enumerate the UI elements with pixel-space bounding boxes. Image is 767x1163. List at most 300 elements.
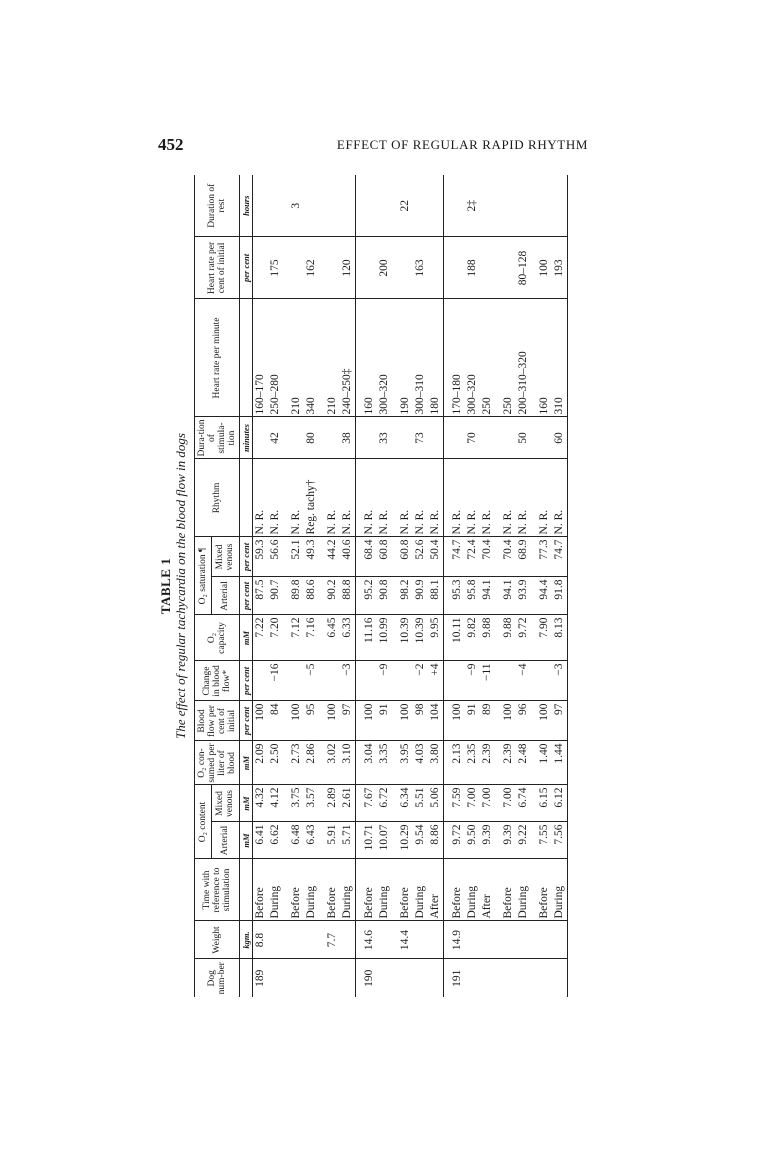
cell-rhythm: N. R.	[340, 459, 356, 537]
cell-change: −9	[377, 661, 392, 701]
o2-content-header: O₂ content	[195, 785, 212, 859]
cell-cap: 11.16	[362, 615, 377, 661]
cell-hr: 310	[552, 299, 568, 417]
cell-cons: 2.39	[501, 741, 516, 785]
cell-sat-art: 88.6	[304, 577, 319, 615]
cell-hrpct	[501, 237, 516, 299]
cell-time: Before	[362, 859, 377, 921]
cell-cons: 3.04	[362, 741, 377, 785]
cell-hrpct	[289, 237, 304, 299]
cell-cons: 3.35	[377, 741, 392, 785]
cell-flow: 100	[537, 701, 552, 741]
cell-art: 7.56	[552, 822, 568, 859]
cell-weight	[465, 921, 480, 959]
cell-time: Before	[325, 859, 340, 921]
cell-cons: 3.80	[428, 741, 444, 785]
cell-ven: 7.00	[480, 785, 495, 822]
cell-cap: 10.99	[377, 615, 392, 661]
cell-stim	[428, 417, 444, 459]
cell-art: 5.71	[340, 822, 356, 859]
cell-rhythm: N. R.	[428, 459, 444, 537]
unit-weight: kgm.	[240, 921, 253, 959]
cell-change	[325, 661, 340, 701]
data-table	[194, 175, 568, 997]
table-row	[289, 175, 304, 997]
cell-hrpct: 120	[340, 237, 356, 299]
cell-cons: 3.02	[325, 741, 340, 785]
cell-cons: 2.39	[480, 741, 495, 785]
unit-rhythm	[240, 459, 253, 537]
cell-cap: 9.95	[428, 615, 444, 661]
cell-art: 10.29	[398, 822, 413, 859]
cell-change: −9	[465, 661, 480, 701]
cell-stim	[501, 417, 516, 459]
cell-time: During	[413, 859, 428, 921]
cell-flow: 100	[325, 701, 340, 741]
table-row	[465, 175, 480, 997]
cell-dog	[480, 959, 495, 997]
unit-stimulation: minutes	[240, 417, 253, 459]
header-row	[195, 175, 212, 997]
cell-weight: 14.4	[398, 921, 413, 959]
cell-rhythm: N. R.	[413, 459, 428, 537]
unit-dog	[240, 959, 253, 997]
cell-ven: 3.75	[289, 785, 304, 822]
cell-sat-art: 90.8	[377, 577, 392, 615]
cell-rest: 22	[398, 175, 413, 237]
cell-sat-ven: 70.4	[480, 537, 495, 577]
change-header: Change in blood flow*	[195, 661, 240, 701]
table-row	[325, 175, 340, 997]
cell-sat-ven: 50.4	[428, 537, 444, 577]
table-row	[450, 175, 465, 997]
cell-sat-art: 88.1	[428, 577, 444, 615]
cell-weight	[304, 921, 319, 959]
cell-cap: 10.39	[413, 615, 428, 661]
cell-cons: 2.48	[516, 741, 531, 785]
cell-stim: 50	[516, 417, 531, 459]
cell-hrpct: 100	[537, 237, 552, 299]
table-row	[253, 175, 269, 997]
cell-cons: 2.73	[289, 741, 304, 785]
cell-change: −3	[552, 661, 568, 701]
cell-ven: 5.06	[428, 785, 444, 822]
cell-art: 9.72	[450, 822, 465, 859]
cell-rest	[340, 175, 356, 237]
cell-sat-ven: 68.9	[516, 537, 531, 577]
cell-hr: 160	[537, 299, 552, 417]
cell-dog	[340, 959, 356, 997]
cell-rhythm: N. R.	[253, 459, 269, 537]
cell-art: 9.39	[501, 822, 516, 859]
rhythm-header: Rhythm	[195, 459, 240, 537]
cell-dog	[304, 959, 319, 997]
cell-dog	[552, 959, 568, 997]
cell-time: During	[304, 859, 319, 921]
cell-time: During	[516, 859, 531, 921]
cell-rhythm: N. R.	[501, 459, 516, 537]
cell-dog	[377, 959, 392, 997]
cell-hr: 240–250‡	[340, 299, 356, 417]
cell-sat-ven: 49.3	[304, 537, 319, 577]
cell-hrpct	[480, 237, 495, 299]
cell-cap: 8.13	[552, 615, 568, 661]
page-number: 452	[158, 135, 184, 154]
cell-ven: 3.57	[304, 785, 319, 822]
cell-rest	[501, 175, 516, 237]
unit-heart-rate	[240, 299, 253, 417]
cell-cons: 3.10	[340, 741, 356, 785]
table-row	[516, 175, 531, 997]
cell-rest	[253, 175, 269, 237]
cell-change: −5	[304, 661, 319, 701]
cell-cap: 6.33	[340, 615, 356, 661]
cell-art: 10.07	[377, 822, 392, 859]
unit-venous: mM	[240, 785, 253, 822]
cell-ven: 4.32	[253, 785, 269, 822]
page-header	[158, 135, 588, 157]
cell-change	[289, 661, 304, 701]
cell-weight: 14.6	[362, 921, 377, 959]
saturation-arterial-header: Arterial	[211, 577, 239, 615]
blood-flow-header: Blood flow per cent of initial	[195, 701, 240, 741]
cell-time: During	[268, 859, 283, 921]
cell-cons: 2.35	[465, 741, 480, 785]
cell-change: +4	[428, 661, 444, 701]
cell-sat-art: 90.9	[413, 577, 428, 615]
cell-sat-art: 88.8	[340, 577, 356, 615]
cell-stim: 38	[340, 417, 356, 459]
unit-consumed: mM	[240, 741, 253, 785]
cell-sat-art: 98.2	[398, 577, 413, 615]
o2-capacity-header: O₂ capacity	[195, 615, 240, 661]
cell-sat-art: 94.1	[501, 577, 516, 615]
table-row	[537, 175, 552, 997]
cell-art: 9.50	[465, 822, 480, 859]
cell-rest: 3	[289, 175, 304, 237]
cell-cons: 4.03	[413, 741, 428, 785]
cell-ven: 5.51	[413, 785, 428, 822]
cell-hrpct	[325, 237, 340, 299]
cell-change: −2	[413, 661, 428, 701]
heart-rate-percent-header: Heart rate per cent of initial	[195, 237, 240, 299]
cell-change	[537, 661, 552, 701]
unit-rest: hours	[240, 175, 253, 237]
cell-dog	[516, 959, 531, 997]
cell-cap: 10.11	[450, 615, 465, 661]
cell-change	[253, 661, 269, 701]
cell-sat-art: 95.8	[465, 577, 480, 615]
cell-time: After	[428, 859, 444, 921]
table-row	[362, 175, 377, 997]
cell-hrpct	[450, 237, 465, 299]
cell-art: 6.62	[268, 822, 283, 859]
cell-flow: 100	[253, 701, 269, 741]
unit-flow: per cent	[240, 701, 253, 741]
cell-rest: 2‡	[465, 175, 480, 237]
cell-dog	[268, 959, 283, 997]
unit-hr-percent: per cent	[240, 237, 253, 299]
cell-stim	[325, 417, 340, 459]
cell-rest	[304, 175, 319, 237]
table-row	[413, 175, 428, 997]
cell-time: Before	[537, 859, 552, 921]
cell-flow: 97	[552, 701, 568, 741]
cell-rhythm: N. R.	[450, 459, 465, 537]
cell-sat-ven: 60.8	[377, 537, 392, 577]
cell-weight	[413, 921, 428, 959]
cell-sat-art: 94.1	[480, 577, 495, 615]
cell-rest	[537, 175, 552, 237]
cell-rest	[377, 175, 392, 237]
cell-flow: 100	[501, 701, 516, 741]
cell-stim	[450, 417, 465, 459]
cell-cap: 7.12	[289, 615, 304, 661]
cell-rhythm: N. R.	[480, 459, 495, 537]
cell-dog	[398, 959, 413, 997]
o2-consumed-header: O₂ con-sumed per liter of blood	[195, 741, 240, 785]
cell-time: During	[465, 859, 480, 921]
content-arterial-header: Arterial	[211, 822, 239, 859]
cell-hrpct	[362, 237, 377, 299]
cell-dog	[537, 959, 552, 997]
cell-flow: 104	[428, 701, 444, 741]
cell-hr: 170–180	[450, 299, 465, 417]
cell-hrpct	[398, 237, 413, 299]
cell-time: Before	[289, 859, 304, 921]
cell-cap: 7.20	[268, 615, 283, 661]
cell-stim	[398, 417, 413, 459]
cell-ven: 4.12	[268, 785, 283, 822]
cell-rhythm: N. R.	[362, 459, 377, 537]
cell-sat-art: 87.5	[253, 577, 269, 615]
cell-stim	[253, 417, 269, 459]
table-row	[268, 175, 283, 997]
cell-cap: 6.45	[325, 615, 340, 661]
cell-art: 9.22	[516, 822, 531, 859]
heart-rate-header: Heart rate per minute	[195, 299, 240, 417]
cell-ven: 2.61	[340, 785, 356, 822]
cell-sat-art: 91.8	[552, 577, 568, 615]
cell-rhythm: N. R.	[268, 459, 283, 537]
cell-ven: 6.12	[552, 785, 568, 822]
cell-stim: 42	[268, 417, 283, 459]
cell-hr: 160–170	[253, 299, 269, 417]
cell-change: −16	[268, 661, 283, 701]
cell-rest	[480, 175, 495, 237]
cell-art: 6.48	[289, 822, 304, 859]
cell-hrpct: 188	[465, 237, 480, 299]
cell-time: During	[340, 859, 356, 921]
cell-sat-ven: 74.7	[450, 537, 465, 577]
cell-cap: 7.16	[304, 615, 319, 661]
cell-ven: 6.72	[377, 785, 392, 822]
cell-sat-ven: 60.8	[398, 537, 413, 577]
cell-weight	[268, 921, 283, 959]
cell-art: 8.86	[428, 822, 444, 859]
dog-number-header: Dog num-ber	[195, 959, 240, 997]
cell-weight: 7.7	[325, 921, 340, 959]
cell-sat-ven: 74.7	[552, 537, 568, 577]
cell-hrpct: 193	[552, 237, 568, 299]
cell-cap: 9.72	[516, 615, 531, 661]
cell-hrpct: 175	[268, 237, 283, 299]
cell-sat-ven: 40.6	[340, 537, 356, 577]
cell-flow: 100	[362, 701, 377, 741]
cell-dog: 191	[451, 969, 463, 987]
cell-hr: 210	[289, 299, 304, 417]
cell-rest	[552, 175, 568, 237]
cell-change	[501, 661, 516, 701]
cell-ven: 7.00	[465, 785, 480, 822]
cell-sat-ven: 44.2	[325, 537, 340, 577]
cell-cons: 1.40	[537, 741, 552, 785]
cell-cap: 10.39	[398, 615, 413, 661]
cell-art: 7.55	[537, 822, 552, 859]
cell-cap: 9.82	[465, 615, 480, 661]
cell-art: 6.43	[304, 822, 319, 859]
cell-cons: 2.13	[450, 741, 465, 785]
cell-rhythm: N. R.	[465, 459, 480, 537]
cell-hr: 250	[480, 299, 495, 417]
table-row	[377, 175, 392, 997]
cell-flow: 98	[413, 701, 428, 741]
time-header: Time with reference to stimulation	[195, 859, 240, 921]
cell-flow: 96	[516, 701, 531, 741]
cell-dog	[289, 959, 304, 997]
cell-dog	[428, 959, 444, 997]
cell-change: −11	[480, 661, 495, 701]
table-caption: The effect of regular tachycardia on the blood flow in dogs	[173, 433, 188, 739]
unit-time	[240, 859, 253, 921]
cell-sat-art: 89.8	[289, 577, 304, 615]
cell-hrpct: 162	[304, 237, 319, 299]
cell-sat-ven: 72.4	[465, 537, 480, 577]
cell-rhythm: N. R.	[552, 459, 568, 537]
cell-flow: 95	[304, 701, 319, 741]
table-row	[304, 175, 319, 997]
cell-hr: 300–310	[413, 299, 428, 417]
cell-rhythm: Reg. tachy†	[304, 459, 319, 537]
cell-sat-art: 94.4	[537, 577, 552, 615]
table-row	[552, 175, 568, 997]
cell-hr: 250–280	[268, 299, 283, 417]
cell-cons: 3.95	[398, 741, 413, 785]
cell-flow: 84	[268, 701, 283, 741]
cell-cons: 1.44	[552, 741, 568, 785]
cell-stim: 70	[465, 417, 480, 459]
cell-rest	[362, 175, 377, 237]
units-row	[240, 175, 253, 997]
unit-arterial: mM	[240, 822, 253, 859]
cell-sat-art: 95.3	[450, 577, 465, 615]
cell-cap: 7.22	[253, 615, 269, 661]
cell-flow: 100	[289, 701, 304, 741]
cell-art: 6.41	[253, 822, 269, 859]
table-row	[428, 175, 444, 997]
cell-rest	[428, 175, 444, 237]
cell-stim	[289, 417, 304, 459]
cell-hrpct	[428, 237, 444, 299]
cell-hr: 340	[304, 299, 319, 417]
cell-rest	[325, 175, 340, 237]
cell-sat-ven: 68.4	[362, 537, 377, 577]
cell-flow: 97	[340, 701, 356, 741]
cell-rhythm: N. R.	[325, 459, 340, 537]
cell-stim: 60	[552, 417, 568, 459]
cell-hr: 210	[325, 299, 340, 417]
cell-rest	[413, 175, 428, 237]
cell-hr: 190	[398, 299, 413, 417]
cell-weight	[501, 921, 516, 959]
cell-flow: 100	[450, 701, 465, 741]
cell-change: −3	[340, 661, 356, 701]
cell-rest	[268, 175, 283, 237]
table-body	[253, 175, 568, 997]
cell-hrpct	[253, 237, 269, 299]
cell-hr: 180	[428, 299, 444, 417]
cell-ven: 7.67	[362, 785, 377, 822]
cell-weight	[377, 921, 392, 959]
cell-change	[450, 661, 465, 701]
cell-hrpct: 163	[413, 237, 428, 299]
cell-time: Before	[253, 859, 269, 921]
cell-time: Before	[450, 859, 465, 921]
cell-stim: 73	[413, 417, 428, 459]
cell-ven: 6.34	[398, 785, 413, 822]
cell-dog	[325, 959, 340, 997]
cell-sat-ven: 59.3	[253, 537, 269, 577]
cell-time: Before	[398, 859, 413, 921]
cell-hrpct: 200	[377, 237, 392, 299]
cell-cap: 9.88	[501, 615, 516, 661]
cell-sat-art: 90.2	[325, 577, 340, 615]
cell-cap: 9.88	[480, 615, 495, 661]
cell-rhythm: N. R.	[516, 459, 531, 537]
table-row	[501, 175, 516, 997]
stimulation-duration-header: Dura-tion of stimula-tion	[195, 417, 240, 459]
cell-rest	[450, 175, 465, 237]
cell-hr: 160	[362, 299, 377, 417]
cell-rhythm: N. R.	[537, 459, 552, 537]
cell-art: 9.39	[480, 822, 495, 859]
cell-change	[398, 661, 413, 701]
unit-capacity: mM	[240, 615, 253, 661]
rotated-table-block	[158, 175, 683, 997]
saturation-venous-header: Mixed venous	[211, 537, 239, 577]
cell-weight	[552, 921, 568, 959]
cell-time: During	[552, 859, 568, 921]
cell-cons: 2.09	[253, 741, 269, 785]
cell-dog: 190	[363, 969, 375, 987]
cell-flow: 91	[377, 701, 392, 741]
cell-time: After	[480, 859, 495, 921]
unit-sat-arterial: per cent	[240, 577, 253, 615]
table-row	[480, 175, 495, 997]
o2-saturation-header: O₂ saturation ¶	[195, 537, 212, 615]
cell-rhythm: N. R.	[377, 459, 392, 537]
cell-change: −4	[516, 661, 531, 701]
table-title: TABLE 1	[158, 557, 173, 615]
cell-sat-ven: 52.1	[289, 537, 304, 577]
cell-art: 9.54	[413, 822, 428, 859]
cell-art: 10.71	[362, 822, 377, 859]
cell-stim: 33	[377, 417, 392, 459]
cell-hrpct: 80–128	[516, 237, 531, 299]
table-row	[398, 175, 413, 997]
cell-dog: 189	[254, 969, 266, 987]
cell-dog	[465, 959, 480, 997]
